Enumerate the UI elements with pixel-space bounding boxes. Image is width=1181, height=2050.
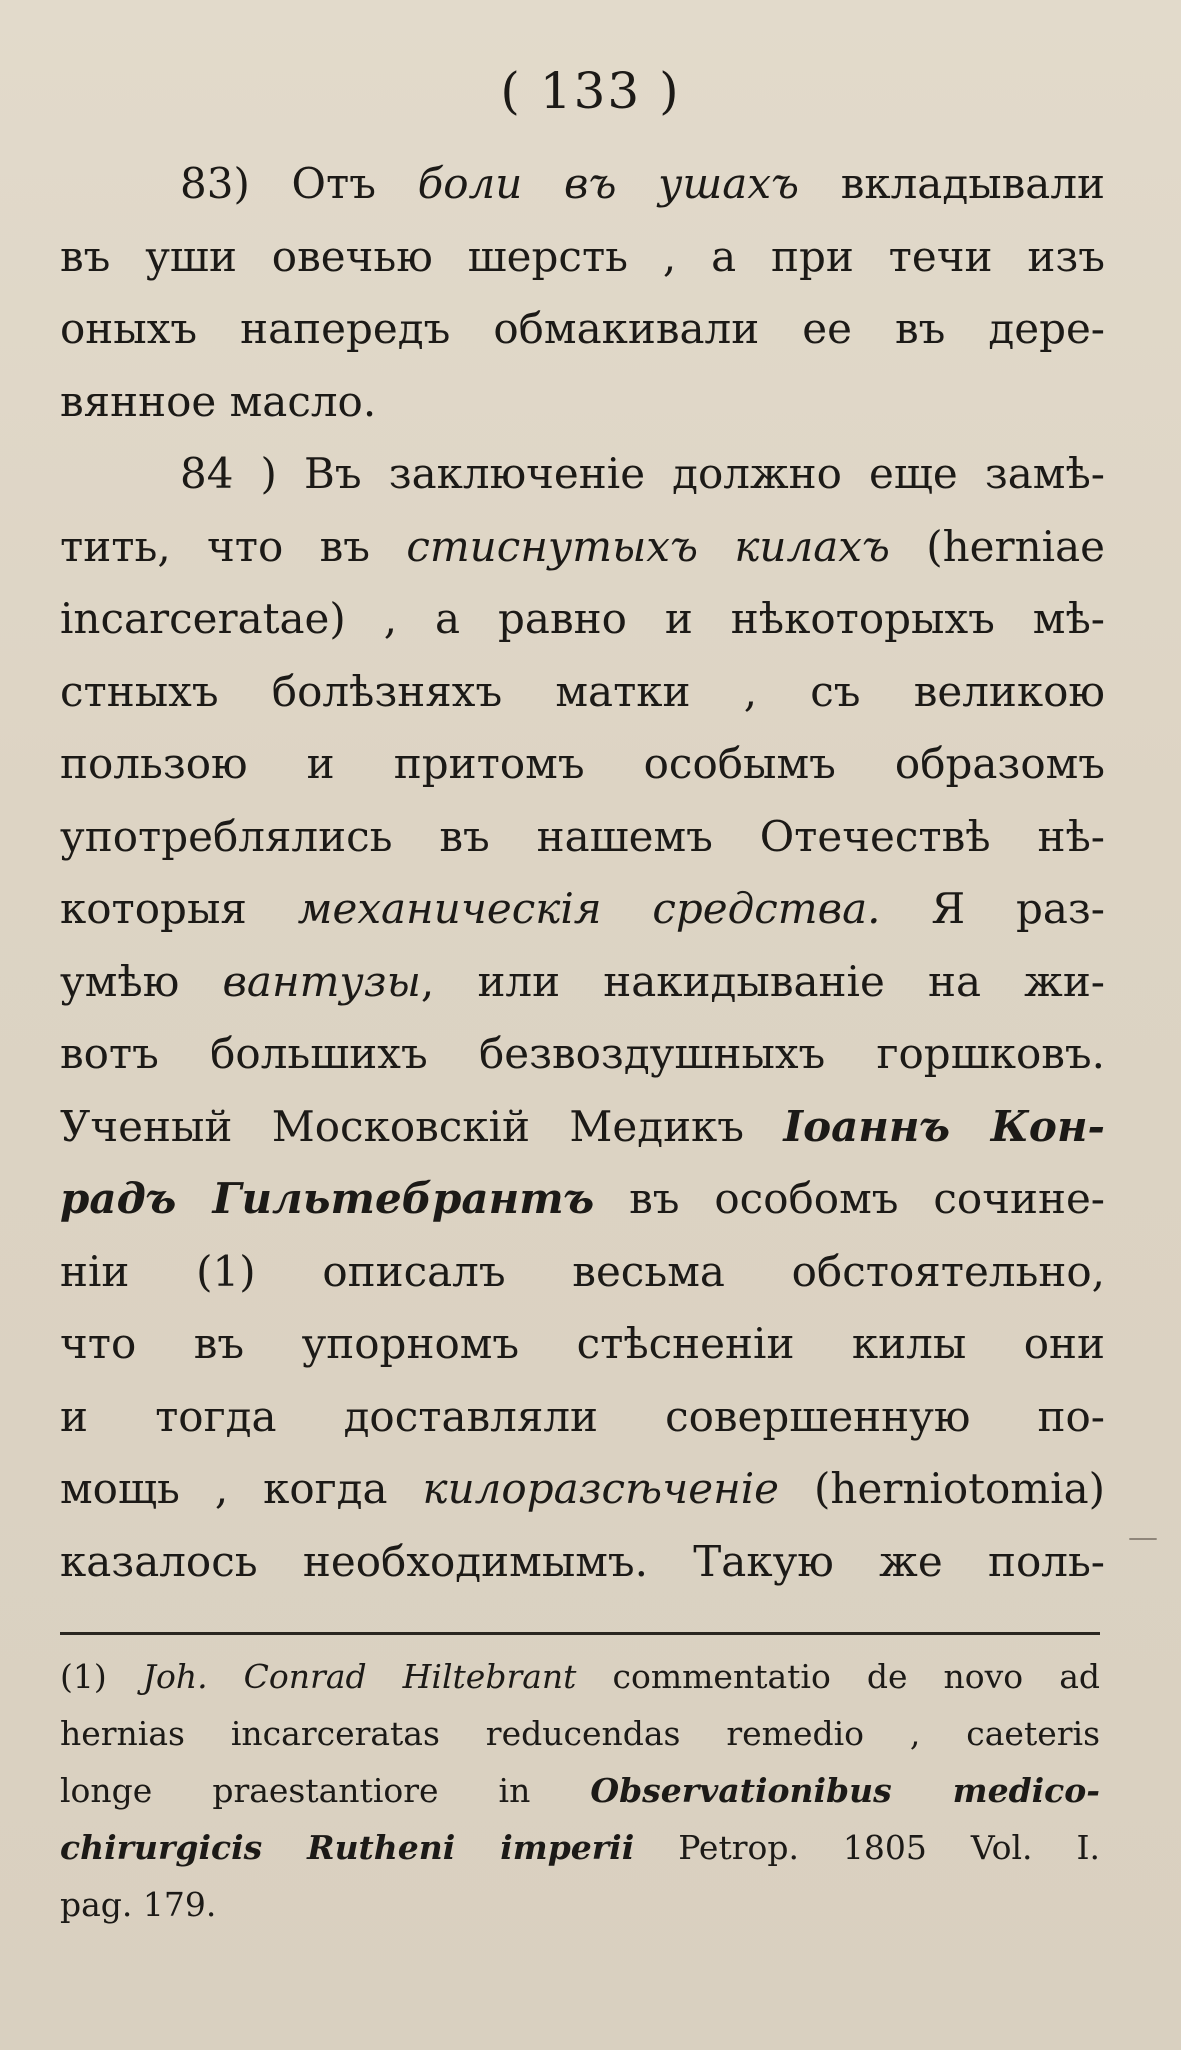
text-run: въ уши овечью шерсть , а при течи изъ xyxy=(60,231,1105,281)
text-run: и тогда доставляли совершенную по- xyxy=(60,1391,1105,1441)
body-line xyxy=(60,728,1105,801)
body-line xyxy=(60,438,1105,511)
margin-dash-mark: — xyxy=(1128,1520,1158,1555)
text-run: что въ упорномъ стѣсненіи килы они xyxy=(60,1319,1105,1368)
body-line xyxy=(60,873,1105,946)
text-run: (herniae xyxy=(889,521,1105,571)
emphasis-run: вантузы xyxy=(222,956,421,1006)
text-run: Я раз- xyxy=(880,884,1105,933)
text-run: hernias incarceratas reducendas remedio , caeteris xyxy=(60,1714,1100,1753)
body-line xyxy=(60,656,1105,729)
body-line xyxy=(60,1018,1105,1091)
footnote-line xyxy=(60,1705,1100,1762)
text-run: longe praestantiore in xyxy=(60,1771,591,1810)
footnote-line xyxy=(60,1876,1100,1933)
text-run: умѣю xyxy=(60,956,223,1006)
body-line xyxy=(60,1163,1105,1236)
emphasis-run: Joh. Conrad Hiltebrant xyxy=(142,1657,577,1696)
footnote-line xyxy=(60,1648,1100,1705)
emphasis-run: радъ Гильтебрантъ xyxy=(60,1174,595,1223)
body-line xyxy=(60,293,1105,366)
text-run: commentatio de novo ad xyxy=(576,1657,1101,1696)
text-run: вотъ большихъ безвоздушныхъ горшковъ. xyxy=(60,1029,1105,1078)
text-run: тить, что въ xyxy=(60,521,407,571)
text-run: казалось необходимымъ. Такую же поль- xyxy=(60,1536,1105,1586)
text-run: вкладывали xyxy=(799,159,1105,208)
emphasis-run: боли въ ушахъ xyxy=(417,159,800,208)
body-line xyxy=(60,148,1105,221)
emphasis-run: механическія средства. xyxy=(297,884,881,933)
text-run: оныхъ напередъ обмакивали ее въ дере- xyxy=(60,304,1105,353)
footnote-line xyxy=(60,1762,1100,1819)
text-run: , или накидываніе на жи- xyxy=(420,956,1106,1006)
body-line xyxy=(60,801,1105,874)
text-run: вянное масло. xyxy=(60,376,377,426)
emphasis-run: Іоаннъ Кон- xyxy=(783,1101,1105,1151)
text-run: употреблялись въ нашемъ Отечествѣ нѣ- xyxy=(60,811,1105,861)
body-line xyxy=(60,1526,1105,1599)
emphasis-run: стиснутыхъ килахъ xyxy=(406,521,890,571)
body-line xyxy=(60,511,1105,584)
text-run: incarceratae) , а равно и нѣкоторыхъ мѣ- xyxy=(60,594,1105,643)
body-line xyxy=(60,1381,1105,1454)
page-number: ( 133 ) xyxy=(500,62,681,120)
text-run: 83) Отъ xyxy=(180,159,418,208)
footnote-line xyxy=(60,1819,1100,1876)
text-run: въ особомъ сочине- xyxy=(594,1174,1105,1223)
emphasis-run: килоразсѣченіе xyxy=(422,1464,780,1513)
text-run: pag. 179. xyxy=(60,1885,217,1924)
body-line xyxy=(60,1236,1105,1309)
text-run: Petrop. 1805 Vol. I. xyxy=(634,1828,1101,1867)
body-line xyxy=(60,946,1105,1019)
body-text xyxy=(60,148,1105,1598)
body-line xyxy=(60,1308,1105,1381)
text-run: которыя xyxy=(60,884,298,933)
footnote xyxy=(60,1648,1100,1933)
text-run: (herniotomia) xyxy=(779,1464,1105,1513)
text-run: мощь , когда xyxy=(60,1464,423,1513)
body-line xyxy=(60,1453,1105,1526)
footnote-divider xyxy=(60,1632,1100,1635)
text-run: стныхъ болѣзняхъ матки , съ великою xyxy=(60,666,1105,716)
emphasis-run: Observationibus medico- xyxy=(590,1771,1100,1810)
text-run: (1) xyxy=(60,1657,143,1696)
emphasis-run: chirurgicis Rutheni imperii xyxy=(60,1828,635,1867)
body-line xyxy=(60,221,1105,294)
body-line xyxy=(60,1091,1105,1164)
text-run: пользою и притомъ особымъ образомъ xyxy=(60,739,1105,788)
text-run: 84 ) Въ заключеніе должно еще замѣ- xyxy=(180,449,1105,498)
text-run: Ученый Московскій Медикъ xyxy=(60,1101,784,1151)
body-line xyxy=(60,583,1105,656)
text-run: ніи (1) описалъ весьма обстоятельно, xyxy=(60,1246,1105,1296)
body-line xyxy=(60,366,1105,439)
